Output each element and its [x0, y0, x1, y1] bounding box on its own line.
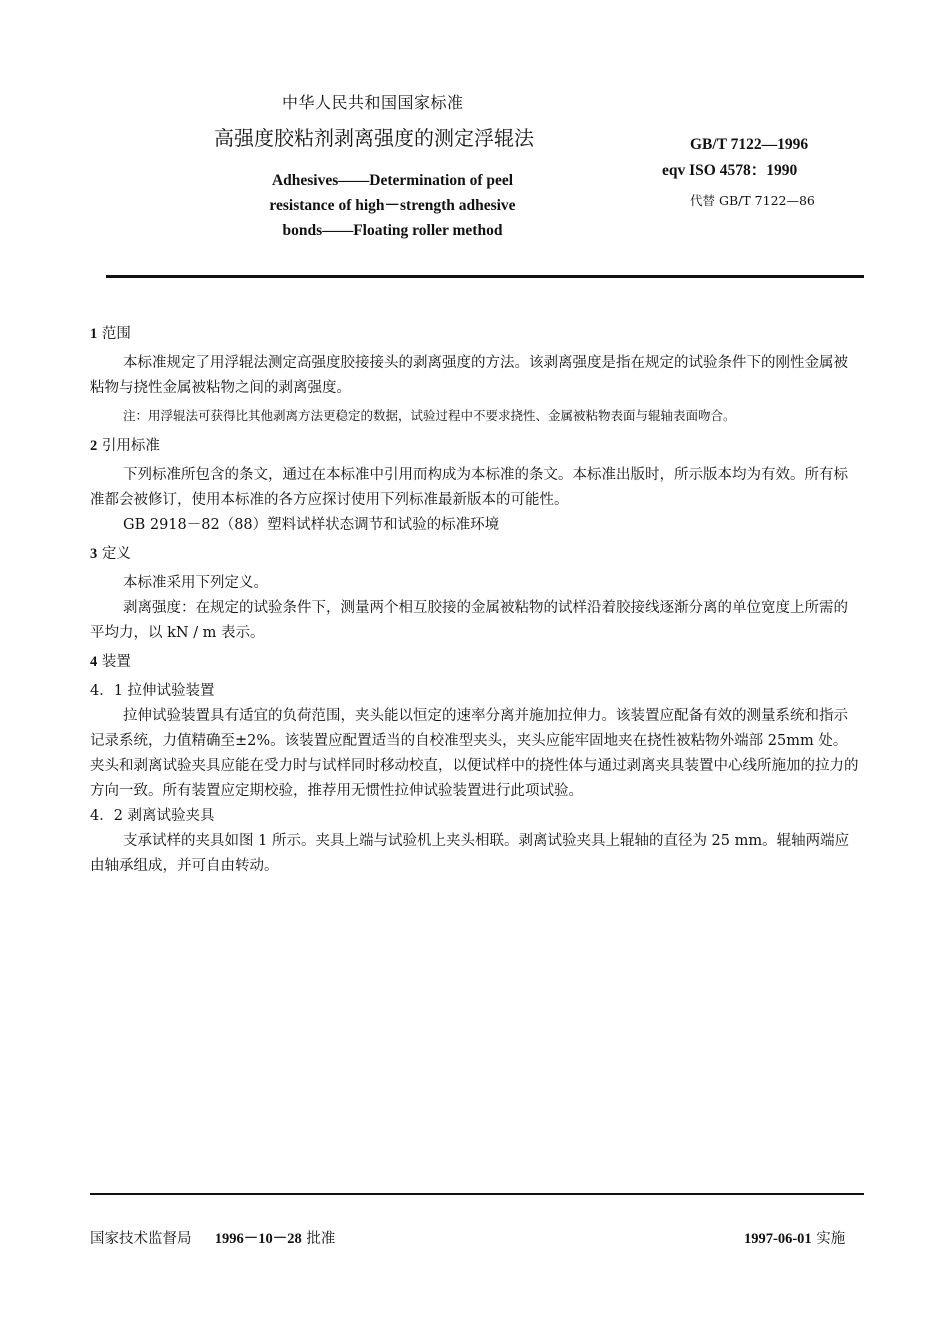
paragraph: 下列标准所包含的条文，通过在本标准中引用而构成为本标准的条文。本标准出版时，所示版本均为有效。所有标准都会被修订，使用本标准的各方应探讨使用下列标准最新版本的可能性。	[90, 467, 848, 508]
section-heading	[90, 650, 860, 675]
section-number: 1	[90, 326, 98, 342]
approval-line	[90, 1227, 335, 1248]
section-title: 装置	[101, 654, 131, 670]
section-title: 定义	[101, 546, 131, 562]
section-number: 2	[90, 438, 98, 454]
effective-label: 实施	[816, 1231, 846, 1247]
title-en-line: Adhesives——Determination of peel	[271, 172, 514, 189]
referenced-standard: GB 2918－82（88）塑料试样状态调节和试验的标准环境	[123, 517, 500, 533]
section-number: 4	[90, 654, 98, 670]
header-divider	[106, 275, 864, 278]
standard-code: GB/T 7122—1996	[690, 136, 809, 153]
paragraph: 拉伸试验装置具有适宜的负荷范围，夹头能以恒定的速率分离并施加拉伸力。该装置应配备有效的测量系统和指示记录系统，力值精确至±2%。该装置应配置适当的自校准型夹头，夹头应能牢固地夹在挠性被粘物外端部 25mm 处。夹头和剥离试验夹具应能在受力时与试样同时移动校直，以便试样中的挠性体与通过剥离夹具装置中心线所施加的拉力的方向一致。所有装置应定期校验，推荐用无惯性拉伸试验装置进行此项试验。	[90, 708, 859, 799]
paragraph: 本标准采用下列定义。	[123, 575, 268, 591]
equivalent-standard: eqv ISO 4578：1990	[662, 162, 798, 179]
approved-label: 批准	[306, 1231, 336, 1247]
paragraph: 支承试样的夹具如图 1 所示。夹具上端与试验机上夹头相联。剥离试验夹具上辊轴的直径为 25 mm。辊轴两端应由轴承组成，并可自由转动。	[90, 833, 850, 874]
section-heading	[90, 322, 860, 347]
issuer: 国家技术监督局	[90, 1231, 192, 1247]
section-title: 引用标准	[101, 438, 160, 454]
section-title: 范围	[101, 326, 131, 342]
title-en-line: resistance of high－strength adhesive	[269, 197, 516, 214]
effective-line	[744, 1227, 845, 1248]
effective-date: 1997-06-01	[744, 1231, 812, 1247]
section-heading	[90, 542, 860, 567]
subsection-heading: 4．1 拉伸试验装置	[90, 683, 215, 699]
subsection-heading: 4．2 剥离试验夹具	[90, 808, 215, 824]
note: 注：用浮辊法可获得比其他剥离方法更稳定的数据，试验过程中不要求挠性、金属被粘物表面与辊轴表面吻合。	[123, 408, 736, 423]
section-heading	[90, 434, 860, 459]
approved-date: 1996－10－28	[214, 1231, 302, 1247]
footer-divider	[90, 1193, 864, 1195]
document-title-en	[250, 168, 535, 243]
replaces-standard: 代替 GB/T 7122—86	[690, 193, 815, 208]
document-title-cn: 高强度胶粘剂剥离强度的测定浮辊法	[214, 126, 534, 150]
paragraph: 本标准规定了用浮辊法测定高强度胶接接头的剥离强度的方法。该剥离强度是指在规定的试验条件下的刚性金属被粘物与挠性金属被粘物之间的剥离强度。	[90, 355, 848, 396]
definition-paragraph: 剥离强度：在规定的试验条件下，测量两个相互胶接的金属被粘物的试样沿着胶接线逐渐分离的单位宽度上所需的平均力，以 kN / m 表示。	[90, 600, 848, 641]
document-body	[90, 318, 860, 879]
national-standard-label: 中华人民共和国国家标准	[282, 93, 464, 112]
title-en-line: bonds——Floating roller method	[282, 222, 503, 239]
section-number: 3	[90, 546, 98, 562]
